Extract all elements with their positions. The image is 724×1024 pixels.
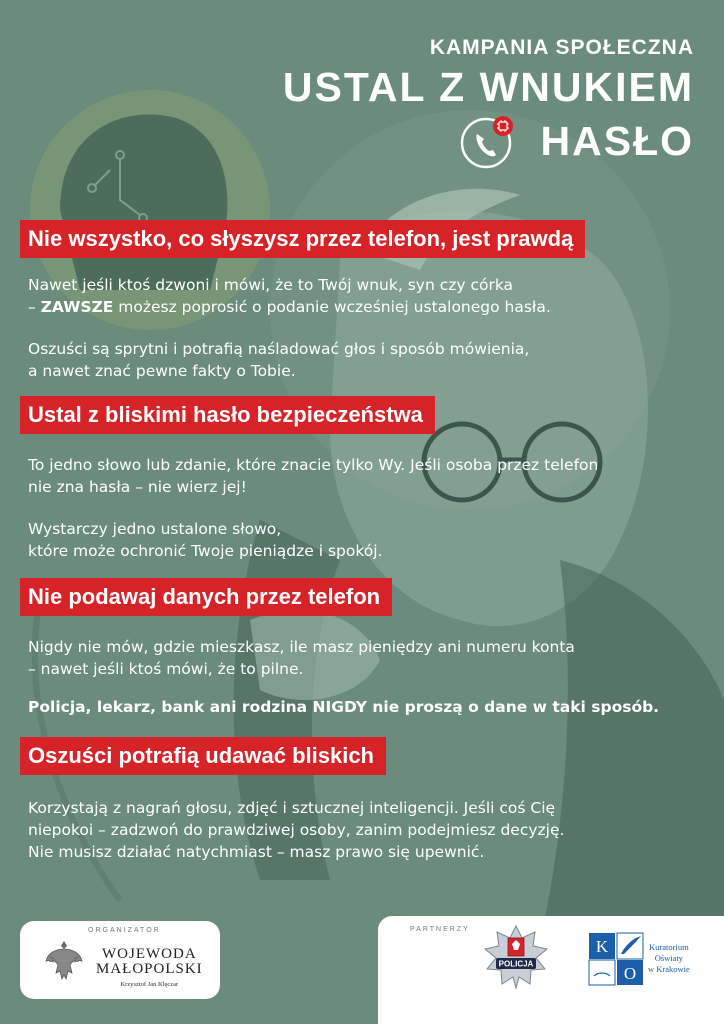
kuratorium-line3: w Krakowie [648, 964, 690, 974]
section-heading: Oszuści potrafią udawać bliskich [20, 737, 386, 775]
section-truth [28, 220, 585, 382]
section-heading: Nie wszystko, co słyszysz przez telefon, jest prawdą [20, 220, 585, 258]
campaign-title: USTAL Z WNUKIEM [282, 64, 694, 110]
section-heading: Ustal z bliskimi hasło bezpieczeństwa [20, 396, 435, 434]
paragraph-line: nie zna hasła – nie wierz jej! [28, 478, 247, 496]
section-heading: Nie podawaj danych przez telefon [20, 578, 392, 616]
kuratorium-letter-o: O [623, 964, 637, 983]
partners-panel [378, 916, 724, 1024]
paragraph-line: które może ochronić Twoje pieniądze i spokój. [28, 542, 383, 560]
paragraph-line: Nigdy nie mów, gdzie mieszkasz, ile masz pieniędzy ani numeru konta [28, 638, 575, 656]
paragraph-line: Nawet jeśli ktoś dzwoni i mówi, że to Twój wnuk, syn czy córka [28, 276, 514, 294]
kuratorium-logo-icon [588, 932, 644, 986]
paragraph-line: Korzystają z nagrań głosu, zdjęć i sztucznej inteligencji. Jeśli coś Cię [28, 799, 556, 817]
organizer-panel [20, 921, 220, 999]
police-badge-icon [483, 924, 549, 990]
paragraph-line: niepokoi – zadzwoń do prawdziwej osoby, zanim podejmiesz decyzję. [28, 821, 565, 839]
title-row-2 [283, 112, 694, 170]
wojewoda-name: Krzysztof Jan Klęczar [120, 981, 179, 988]
wojewoda-line1: WOJEWODA [102, 946, 197, 962]
wojewoda-logo [96, 947, 203, 988]
police-badge-text: POLICJA [498, 959, 534, 969]
paragraph-line: Oszuści są sprytni i potrafią naśladować głos i sposób mówienia, [28, 340, 530, 358]
paragraph-line: a nawet znać pewne fakty o Tobie. [28, 362, 296, 380]
partners-label: PARTNERZY [410, 926, 470, 933]
paragraph-line [28, 296, 585, 318]
kuratorium-name [648, 942, 690, 975]
paragraph-line: Nie musisz działać natychmiast – masz prawo się upewnić. [28, 843, 485, 861]
phone-ai-icon [459, 112, 517, 170]
paragraph-line: Wystarczy jedno ustalone słowo, [28, 520, 282, 538]
emphasis-always: ZAWSZE [40, 298, 114, 316]
dash: – [28, 298, 41, 316]
paragraph-text: możesz poprosić o podanie wcześniej ustalonego hasła. [113, 298, 551, 316]
section-password [28, 396, 598, 562]
polish-eagle-icon [44, 937, 84, 985]
paragraph-line: To jedno słowo lub zdanie, które znacie tylko Wy. Jeśli osoba przez telefon [28, 456, 599, 474]
wojewoda-line2: MAŁOPOLSKI [96, 961, 203, 977]
paragraph-line: – nawet jeśli ktoś mówi, że to pilne. [28, 660, 304, 678]
campaign-kicker: KAMPANIA SPOŁECZNA [429, 36, 694, 59]
bold-warning: Policja, lekarz, bank ani rodzina NIGDY nie proszą o dane w taki sposób. [28, 698, 660, 716]
kuratorium-line1: Kuratorium [649, 942, 689, 952]
section-impersonation [28, 737, 564, 863]
kuratorium-line2: Oświaty [654, 953, 684, 963]
kuratorium-letter-k: K [595, 937, 609, 956]
section-data [28, 578, 659, 716]
campaign-header [283, 36, 694, 170]
organizer-label: ORGANIZATOR [88, 927, 161, 934]
campaign-title-word: HASŁO [540, 118, 694, 164]
